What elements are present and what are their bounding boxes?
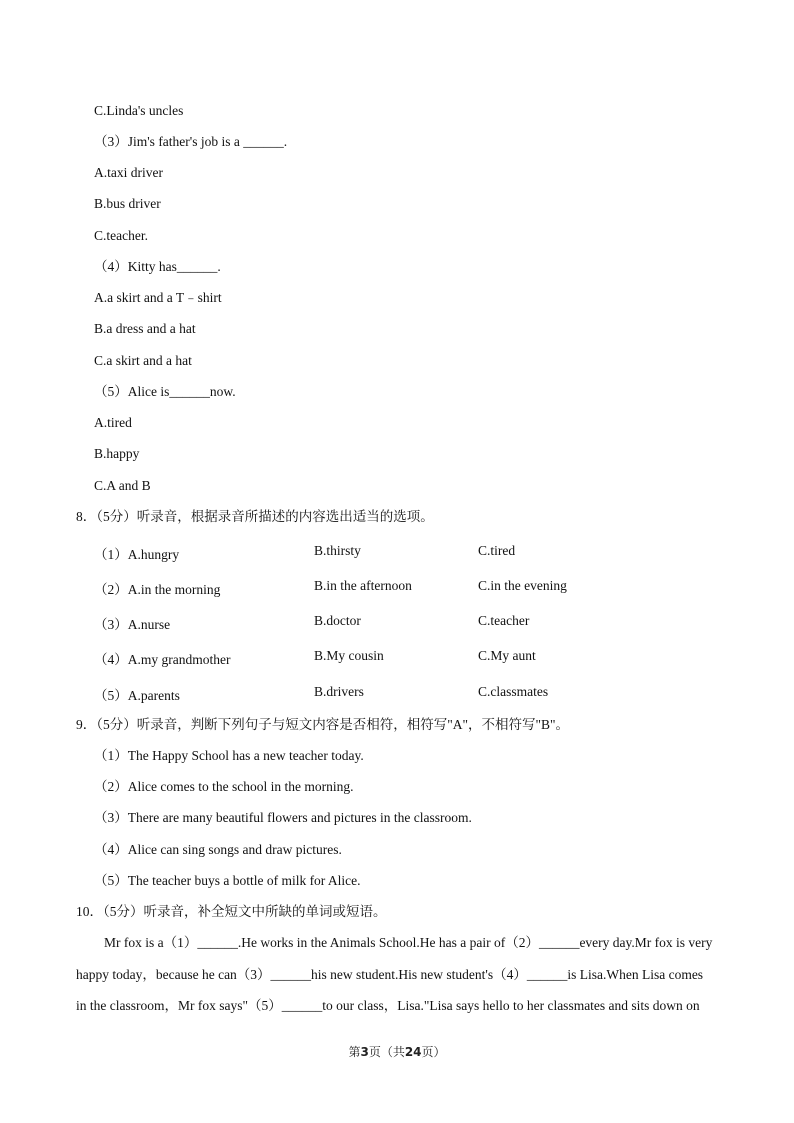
q8-row	[94, 684, 654, 703]
q7-sub4-question: （4）Kitty has______.	[94, 259, 221, 274]
q8-row-option-a: （4）A.my grandmother	[94, 652, 231, 667]
q8-row-option-a: （5）A.parents	[94, 688, 180, 703]
q7-sub4-option-c: C.a skirt and a hat	[94, 353, 192, 368]
q8-row-option-b: B.My cousin	[314, 648, 384, 663]
q10-passage-line: Mr fox is a（1）______.He works in the Animals School.He has a pair of（2）______every day.Mr fox is very	[104, 935, 713, 950]
q8-row-option-c: C.teacher	[478, 613, 530, 628]
q7-sub5-option-b: B.happy	[94, 446, 140, 461]
q8-row	[94, 543, 654, 562]
q10-passage-line: happy today，because he can（3）______his new student.His new student's（4）______is Lisa.When Lisa comes	[76, 967, 704, 982]
q7-sub3-option-b: B.bus driver	[94, 196, 161, 211]
q8-row-option-b: B.drivers	[314, 684, 364, 699]
q10-passage-line: in the classroom，Mr fox says"（5）______to our class，Lisa."Lisa says hello to her classmates and sits down on	[76, 998, 700, 1013]
q7-sub3-option-a: A.taxi driver	[94, 165, 163, 180]
q9-item: （1）The Happy School has a new teacher today.	[94, 748, 364, 763]
footer-suffix: 页）	[421, 1045, 446, 1059]
q7-sub3-option-c: C.teacher.	[94, 228, 148, 243]
q8-heading: 8．（5分）听录音，根据录音所描述的内容选出适当的选项。	[76, 509, 434, 524]
q10-heading: 10．（5分）听录音，补全短文中所缺的单词或短语。	[76, 904, 387, 919]
q9-heading: 9．（5分）听录音，判断下列句子与短文内容是否相符，相符写"A"，不相符写"B"。	[76, 717, 570, 732]
q9-item: （2）Alice comes to the school in the morning.	[94, 779, 354, 794]
q7-sub5-option-a: A.tired	[94, 415, 132, 430]
q9-item: （5）The teacher buys a bottle of milk for Alice.	[94, 873, 361, 888]
footer-prefix: 第	[348, 1045, 361, 1059]
page-footer	[0, 1043, 794, 1060]
q9-item: （4）Alice can sing songs and draw pictures.	[94, 842, 342, 857]
q8-row	[94, 613, 654, 632]
footer-middle: 页（共	[368, 1045, 405, 1059]
q8-row-option-b: B.thirsty	[314, 543, 361, 558]
q7-sub5-question: （5）Alice is______now.	[94, 384, 236, 399]
q8-row	[94, 648, 654, 667]
q8-row-option-c: C.tired	[478, 543, 516, 558]
q8-row-option-a: （2）A.in the morning	[94, 582, 221, 597]
q7-sub3-question: （3）Jim's father's job is a ______.	[94, 134, 288, 149]
q8-row-option-c: C.My aunt	[478, 648, 536, 663]
q9-item: （3）There are many beautiful flowers and pictures in the classroom.	[94, 810, 472, 825]
footer-page-number: 3	[360, 1045, 369, 1059]
q8-row-option-c: C.in the evening	[478, 578, 567, 593]
q8-row-option-b: B.doctor	[314, 613, 361, 628]
footer-total-pages: 24	[404, 1045, 422, 1059]
q8-row	[94, 578, 654, 597]
q8-row-option-a: （3）A.nurse	[94, 617, 171, 632]
q8-row-option-b: B.in the afternoon	[314, 578, 412, 593]
q7-sub5-option-c: C.A and B	[94, 478, 151, 493]
option-c-linda-uncles: C.Linda's uncles	[94, 103, 184, 118]
q7-sub4-option-b: B.a dress and a hat	[94, 321, 196, 336]
q8-row-option-a: （1）A.hungry	[94, 547, 180, 562]
q7-sub4-option-a: A.a skirt and a T﹣shirt	[94, 290, 222, 305]
q8-row-option-c: C.classmates	[478, 684, 549, 699]
